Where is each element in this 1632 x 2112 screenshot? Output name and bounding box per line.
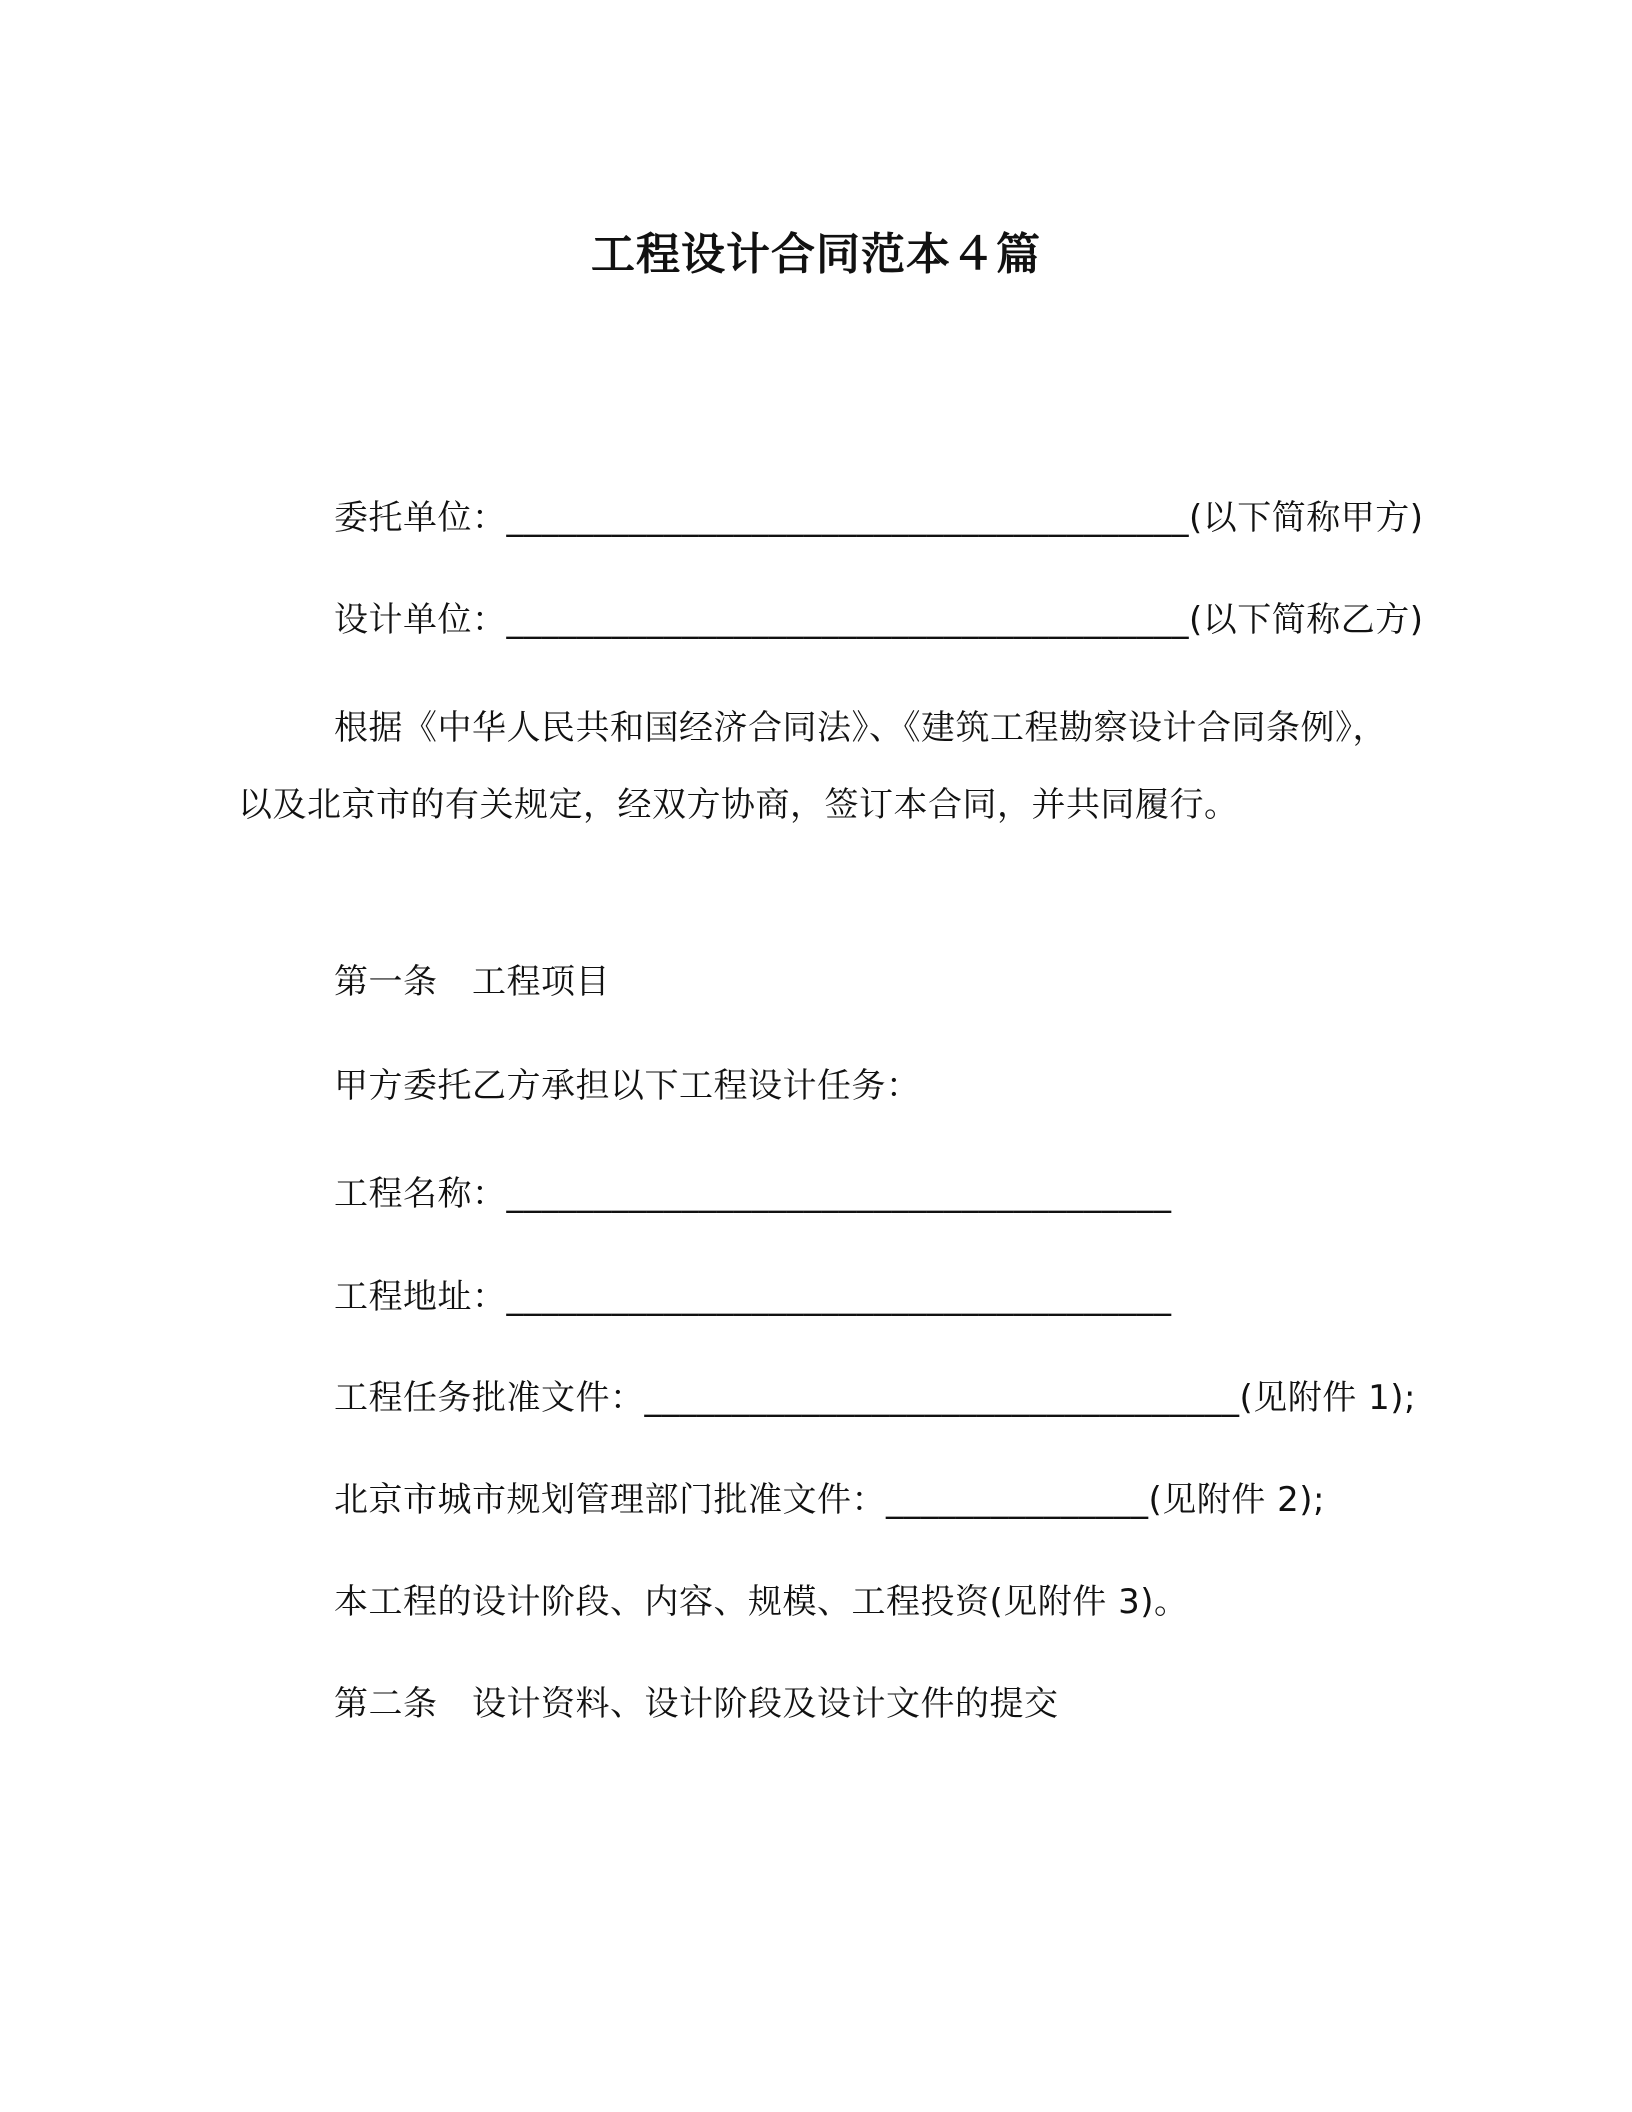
- planning-approval-line: 北京市城市规划管理部门批准文件：_______________(见附件 2);: [334, 1480, 1325, 1520]
- preamble-paragraph: 根据《中华人民共和国经济合同法》、《建筑工程勘察设计合同条例》，以及北京市的有关规定，经双方协商，签订本合同，并共同履行。: [238, 708, 1387, 825]
- designer-unit-line: 设计单位：_______________________________________(以下简称乙方): [334, 600, 1424, 640]
- client-unit-line: 委托单位：_______________________________________(以下简称甲方): [334, 498, 1424, 538]
- project-name-line: 工程名称：______________________________________: [334, 1174, 1172, 1214]
- project-address-line: 工程地址：______________________________________: [334, 1277, 1172, 1317]
- article-1-intro: 甲方委托乙方承担以下工程设计任务：: [334, 1066, 921, 1106]
- approval-document-line: 工程任务批准文件：__________________________________(见附件 1);: [334, 1378, 1416, 1418]
- article-1-heading: 第一条 工程项目: [334, 962, 610, 1002]
- page-title: 工程设计合同范本４篇: [591, 229, 1041, 280]
- article-2-heading: 第二条 设计资料、设计阶段及设计文件的提交: [334, 1684, 1059, 1724]
- project-scope-line: 本工程的设计阶段、内容、规模、工程投资(见附件 3)。: [334, 1582, 1189, 1622]
